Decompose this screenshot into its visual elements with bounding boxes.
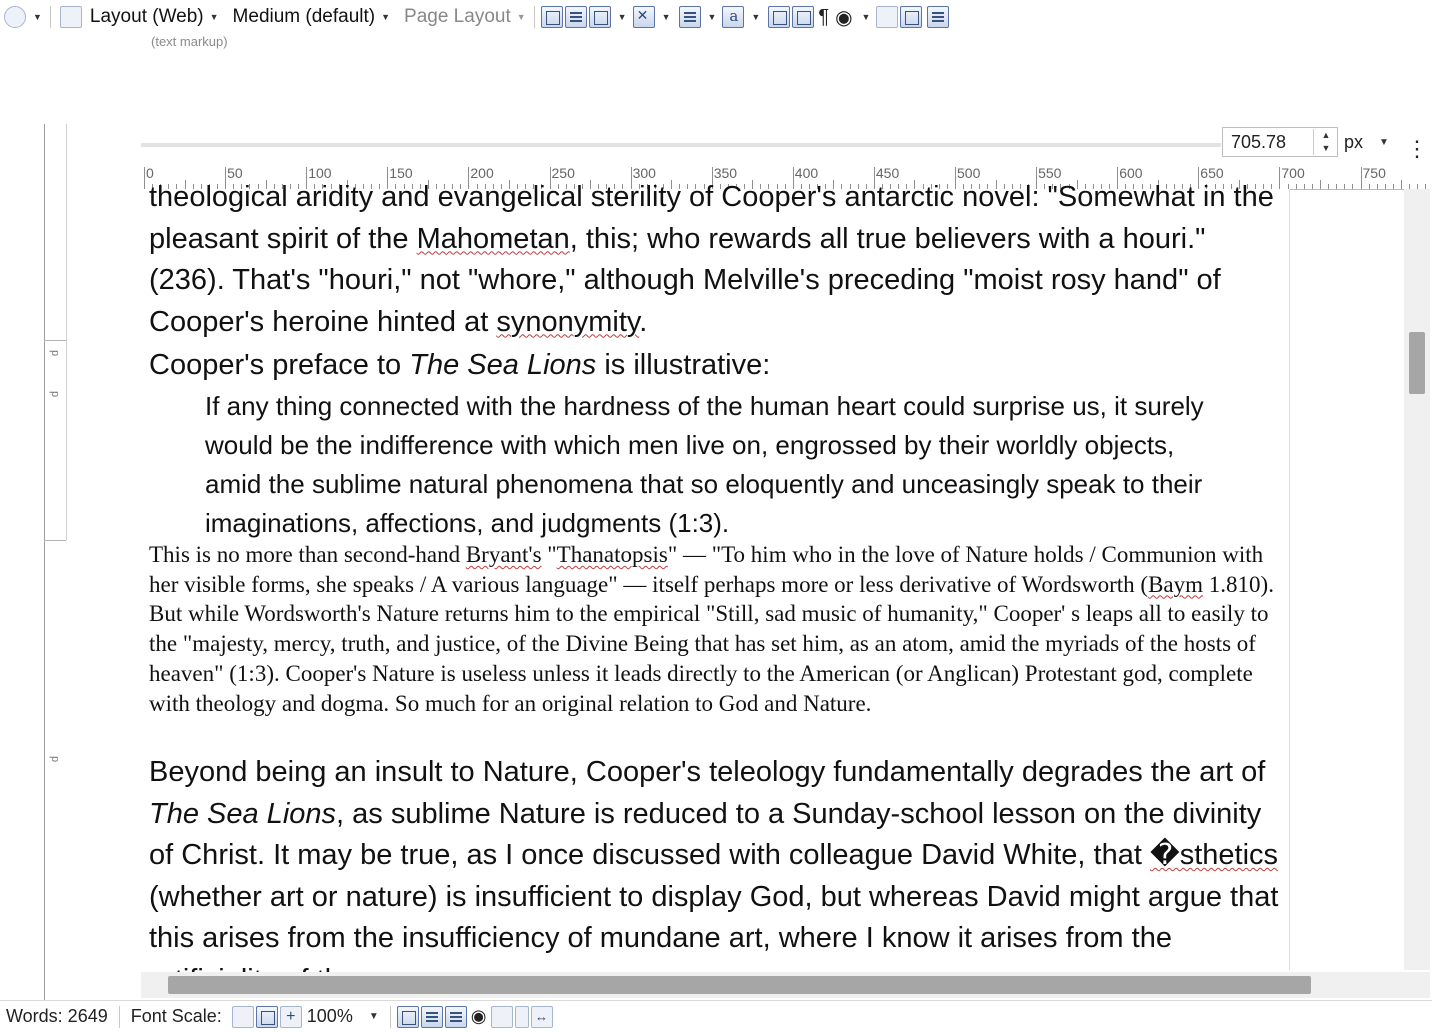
ruler-icon[interactable] [491,1006,513,1028]
layout-icon [60,6,82,28]
ruler-width-stepper[interactable] [1313,129,1338,155]
text-run: , as sublime Nature is reduced to a Sunday-school lesson on the divinity of Christ. It may be true, as I once discussed with colleague David White, that [149,797,1262,871]
ruler-tick [1385,184,1386,189]
text-run: theological aridity and evangelical sterility of Cooper's antarctic novel: "Somewhat in the pleasant spirit of the [149,181,1274,255]
ruler-label: 550 [1038,165,1062,181]
ruler-label: 350 [713,165,738,181]
ruler-label: 250 [551,165,575,181]
list-view-icon[interactable] [421,1006,443,1028]
gutter-line [66,124,67,540]
toolbar [0,0,1432,34]
paragraph-tag-marker[interactable]: p [49,349,61,357]
ruler-tick [1361,167,1362,189]
vertical-scroll-thumb[interactable] [1409,332,1425,394]
ruler-label: 500 [957,165,981,181]
hide-tags-icon[interactable] [792,6,814,28]
ruler-label: 200 [470,165,494,181]
chevron-down-icon[interactable]: ▼ [661,12,671,22]
ruler-label: 400 [794,165,819,181]
page-layout-dropdown[interactable] [401,4,529,30]
ruler-tick [1344,184,1345,189]
ruler-label: 650 [1200,165,1224,181]
ruler-tick [1352,184,1353,189]
unit-label: px [1344,131,1364,152]
text-run: Beyond being an insult to Nature, Cooper's teleology fundamentally degrades the art of [149,756,1266,788]
page-edge [1289,189,1290,970]
font-scale-label: Font Scale: [130,1006,222,1026]
stepper-up-icon[interactable]: ▲ [1321,130,1331,140]
font-scale-decrease-icon[interactable] [232,1006,254,1028]
ruler-label: 150 [389,165,413,181]
view-zoom-button[interactable] [0,4,45,30]
chevron-down-icon: ▼ [33,12,42,22]
text-run: . [639,305,648,338]
close-tags-icon[interactable] [633,6,655,28]
layout-label: Layout (Web) [89,6,204,27]
show-tags-icon[interactable] [768,6,790,28]
ruler-tick [1328,184,1329,189]
page-view-icon[interactable] [541,6,563,28]
chevron-down-icon: ▼ [368,1011,379,1022]
toolbar-divider [50,6,51,28]
ruler-tick [1320,180,1321,189]
columns-view-icon[interactable] [445,1006,467,1028]
ruler-width-value: 705.78 [1231,131,1287,152]
ruler-label: 450 [875,165,900,181]
ruler-label: 300 [632,165,656,181]
ruler-track [141,143,1221,147]
collapse-icon[interactable] [900,6,922,28]
gutter-divider [44,540,66,541]
text-run: " [541,542,557,567]
chevron-down-icon[interactable]: ▼ [707,12,717,22]
misspelled-word[interactable]: Mahometan [416,222,570,255]
ruler-label: 100 [308,165,332,181]
magnifier-icon [4,6,26,28]
chevron-down-icon: ▼ [516,12,526,22]
misspelled-word[interactable]: Baym [1148,571,1204,597]
ruler-tick [1377,184,1378,189]
book-title: The Sea Lions [149,797,337,830]
toolbar-divider [534,6,535,28]
chevron-down-icon[interactable]: ▼ [617,12,627,22]
font-scale-increase-icon[interactable]: + [280,1006,302,1028]
chevron-down-icon: ▼ [209,12,219,22]
ruler-label: 0 [146,165,154,181]
paragraph-tag-marker[interactable]: p [49,390,61,398]
ruler-tick [1369,184,1370,189]
gutter-divider [44,340,66,341]
text-run: , this; who rewards all true believers with a houri." (236). That's "houri," not "whore," although Melville's preceding "moist rosy hand" of Cooper's heroine hinted at [149,222,1221,338]
stepper-down-icon[interactable]: ▼ [1321,143,1331,153]
ruler-label: 700 [1281,165,1305,181]
ruler-tick [1393,184,1394,189]
zoom-value: 100% [306,1006,353,1026]
status-bar [0,1000,1432,1032]
grid-view-icon[interactable] [397,1006,419,1028]
chevron-down-icon[interactable]: ▼ [861,12,871,22]
ruler-tick [1304,184,1305,189]
eye-icon[interactable]: ◉ [470,1006,487,1026]
fit-width-icon[interactable]: ↔ [531,1006,553,1028]
eye-icon[interactable]: ◉ [835,6,853,29]
ruler-tick [1401,180,1402,189]
ruler-tick [1296,184,1297,189]
chevron-down-icon: ▼ [1379,136,1389,148]
ruler-tick [1312,184,1313,189]
print-preview-icon[interactable] [565,6,587,28]
text-run: Cooper's preface to [149,349,410,381]
image-view-icon[interactable] [589,6,611,28]
pilcrow-icon[interactable]: ¶ [818,5,830,28]
text-run: 1.810). But while Wordsworth's Nature returns him to the empirical "Still, sad music of humanity," Cooper' s leaps all to easily to the "majesty, mercy, truth, and justice, of the Divine Being that has set him, as an atom, amid the myriads of the hosts of heaven" (1:3). Cooper's Nature is useless unless it leads directly to the American (or Anglican) Protestant god, complete with theology and dogma. So much for an original relation to God and Nature. [149,571,1274,716]
more-options-icon[interactable]: ⋮ [1406,136,1428,161]
toolbar-subtitle: (text markup) [151,34,228,49]
word-count: Words: 2649 [6,1006,108,1026]
status-divider [119,1006,120,1028]
font-scale-reset-icon[interactable] [256,1006,278,1028]
vertical-ruler-icon[interactable] [515,1006,529,1028]
layout-dropdown[interactable] [56,4,222,30]
page-layout-label: Page Layout [404,6,511,27]
text-run: is illustrative: [596,349,771,381]
ruler-label: 750 [1362,165,1386,181]
size-dropdown[interactable] [230,4,393,30]
paragraph-1 [149,177,1284,343]
block-quote: If any thing connected with the hardness of the human heart could surprise us, it surely would be the indifference with which men live on, engrossed by their worldly objects, amid the sublime natural phenomena that so eloquently and unceasingly speak to their imaginations, affections, and judgments (1:3). [205,391,1204,538]
gutter-line [44,124,45,1000]
document-view[interactable] [141,181,1289,970]
paragraph-tag-marker[interactable]: p [49,755,61,763]
misspelled-word[interactable]: �sthetics [1149,839,1279,871]
vertical-scrollbar[interactable] [1404,189,1430,970]
outline-icon[interactable] [679,6,701,28]
misspelled-word[interactable]: Bryant's [465,542,542,567]
unit-dropdown[interactable] [1344,128,1400,156]
ruler-label: 600 [1119,165,1143,181]
paragraph-3 [149,540,1284,718]
text-run: " — "To him who in the love of Nature holds / Communion with her visible forms, she speaks / A various language" — itself perhaps more or less derivative of Wordsworth ( [149,542,1264,597]
misspelled-word[interactable]: synonymity [496,305,640,338]
book-title: The Sea Lions [409,349,597,381]
chevron-down-icon[interactable]: ▼ [751,12,761,22]
paragraph-4 [149,752,1284,1001]
misspelled-word[interactable]: Thanatopsis [556,542,668,567]
ruler-tick [1336,184,1337,189]
chevron-down-icon: ▼ [381,12,391,22]
text-run: (whether art or nature) is insufficient to display God, but whereas David might argue that this arises from the insufficiency of mundane art, where I know it arises from the [149,880,1279,954]
zoom-dropdown[interactable] [307,1006,385,1027]
expand-icon[interactable] [876,6,898,28]
horizontal-scroll-thumb[interactable] [168,976,1311,994]
size-label: Medium (default) [232,6,376,27]
export-icon[interactable] [927,6,949,28]
ruler-tick [144,167,145,189]
font-icon[interactable] [722,6,744,28]
status-divider [390,1006,391,1028]
paragraph-2 [149,345,1284,387]
text-run: This is no more than second-hand [149,542,466,567]
ruler-label: 50 [227,165,243,181]
